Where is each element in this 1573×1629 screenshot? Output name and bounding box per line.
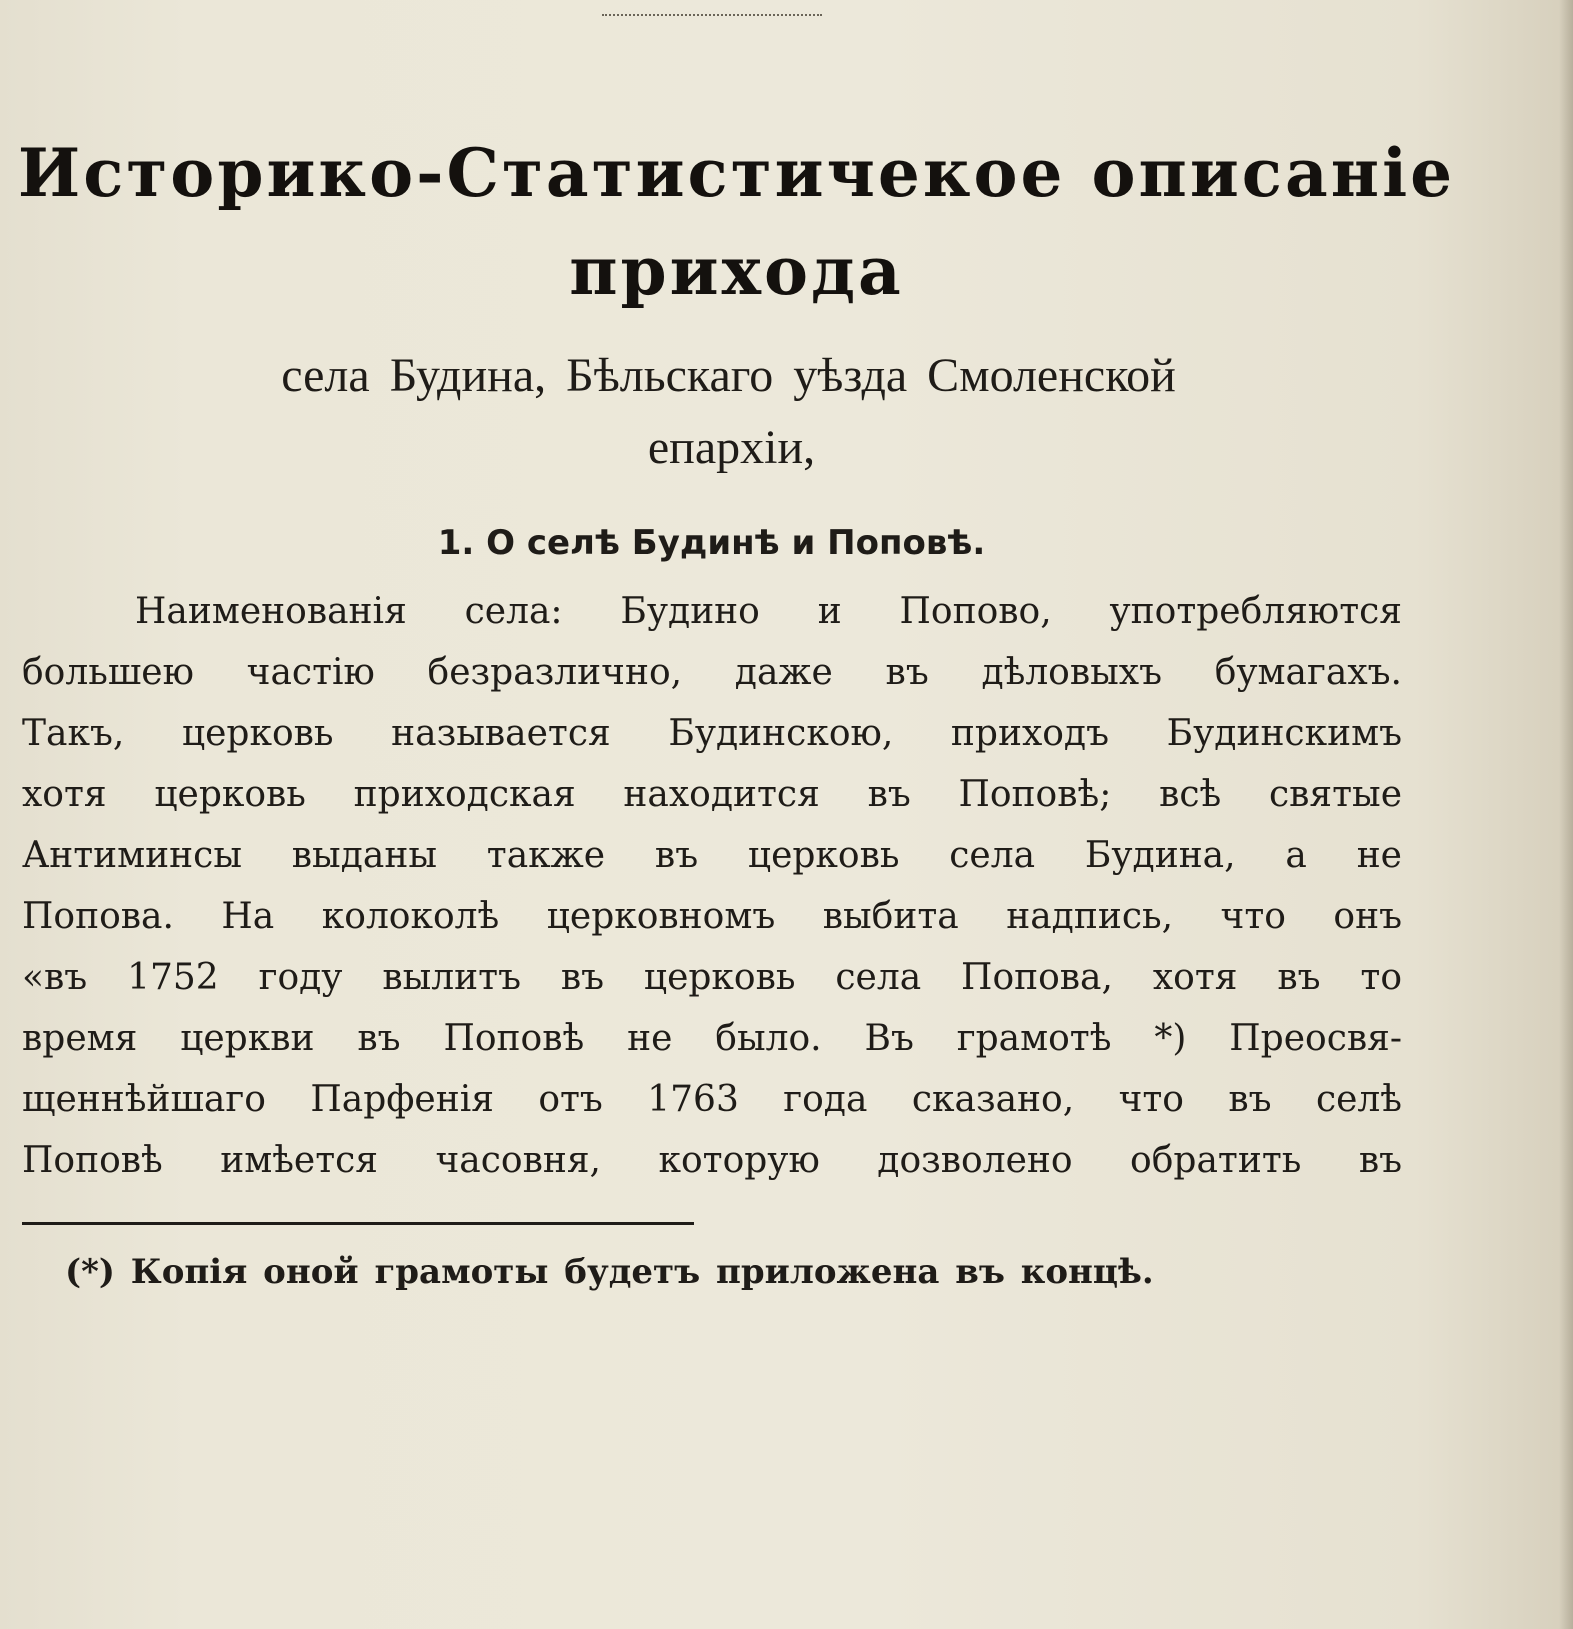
body-line: «въ 1752 году вылитъ въ церковь села Попова, хотя въ то bbox=[22, 957, 1402, 998]
body-line: Такъ, церковь называется Будинскою, приходъ Будинскимъ bbox=[22, 713, 1402, 754]
footnote: (*) Копія оной грамоты будетъ приложена въ концѣ. bbox=[65, 1252, 1154, 1292]
title-line-2: прихода bbox=[569, 232, 904, 310]
body-line: щеннѣйшаго Парфенія отъ 1763 года сказано, что въ селѣ bbox=[22, 1079, 1402, 1120]
section-heading: 1. О селѣ Будинѣ и Поповѣ. bbox=[437, 523, 986, 563]
title-line-1: Историко-Статистичекое описаніе bbox=[17, 134, 1456, 212]
body-line: Наименованія села: Будино и Попово, употребляются bbox=[135, 591, 1402, 632]
body-line: Попова. На колоколѣ церковномъ выбита надпись, что онъ bbox=[22, 896, 1402, 937]
running-head-dots bbox=[602, 14, 822, 16]
body-line: большею частію безразлично, даже въ дѣловыхъ бумагахъ. bbox=[22, 652, 1402, 693]
subtitle-line-2: епархіи, bbox=[647, 421, 816, 474]
body-line: время церкви въ Поповѣ не было. Въ грамотѣ *) Преосвя- bbox=[22, 1018, 1402, 1059]
body-line: хотя церковь приходская находится въ Поповѣ; всѣ святые bbox=[22, 774, 1402, 815]
subtitle-line-1: села Будина, Бѣльскаго уѣзда Смоленской bbox=[281, 349, 1176, 402]
body-line: Поповѣ имѣется часовня, которую дозволено обратить въ bbox=[22, 1140, 1402, 1181]
page-edge-shadow bbox=[1559, 0, 1573, 1629]
footnote-rule bbox=[22, 1222, 694, 1225]
body-line: Антиминсы выданы также въ церковь села Будина, а не bbox=[22, 835, 1402, 876]
